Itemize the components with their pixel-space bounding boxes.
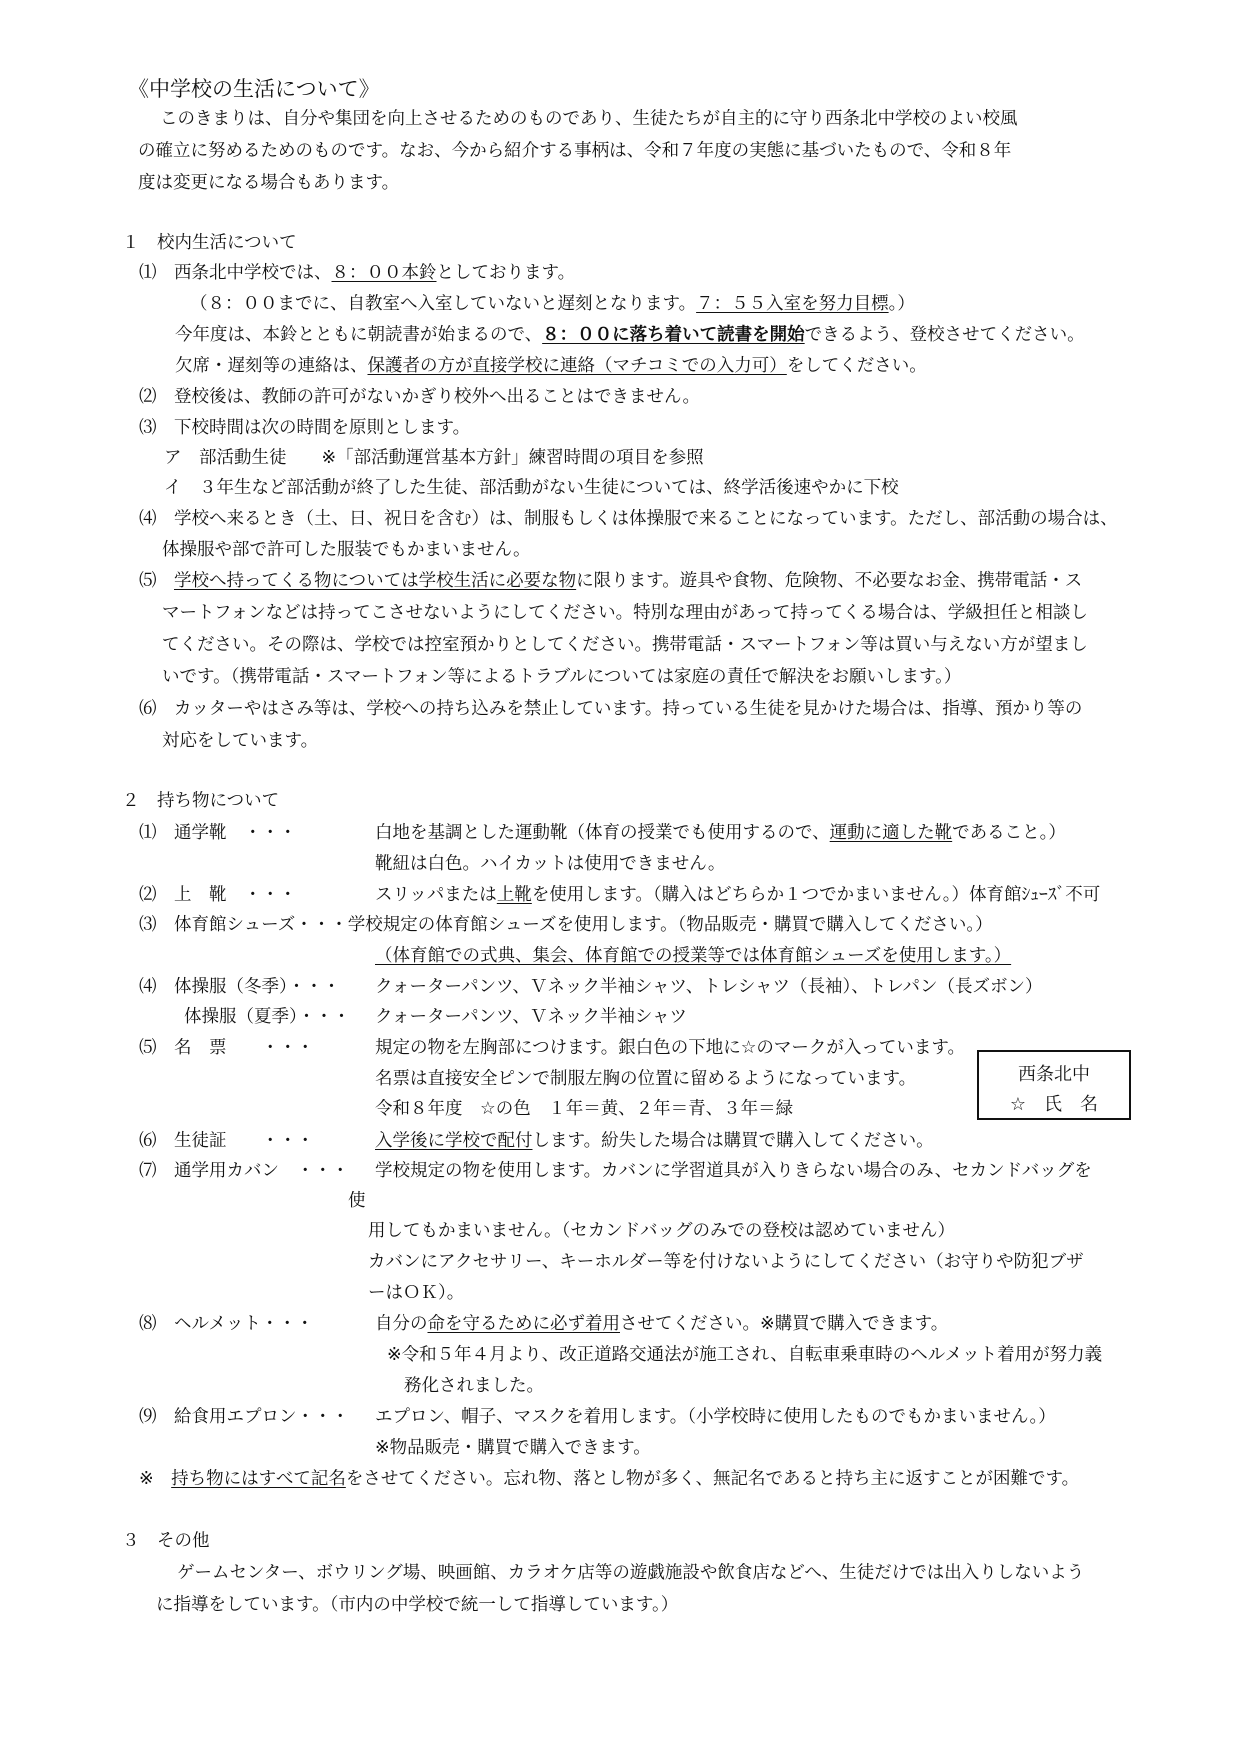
s1-item-1 — [139, 262, 575, 284]
item-number: ⑴ — [139, 263, 157, 283]
s2-note — [139, 1468, 1079, 1490]
s1-item-5-line-2: マートフォンなどは持ってこさせないようにしてください。特別な理由があって持ってくる場合は、学級担任と相談し — [162, 603, 1088, 623]
s1-item-4-line-2: 体操服や部で許可した服装でもかまいません。 — [162, 540, 531, 560]
section-1-heading: １ 校内生活について — [122, 233, 297, 253]
text: 西条北中学校では、 — [174, 263, 332, 283]
text: に限ります。遊具や食物、危険物、不必要なお金、携帯電話・ス — [576, 571, 1083, 591]
s2-item-7-line-1: 学校規定の物を使用します。カバンに学習道具が入りきらない場合のみ、セカンドバッグを — [375, 1161, 1092, 1181]
s2-item-5-label: ⑸ 名 票 ・・・ — [139, 1038, 314, 1058]
s1-item-2: ⑵ 登校後は、教師の許可がないかぎり校外へ出ることはできません。 — [139, 387, 701, 407]
page-title: 《中学校の生活について》 — [128, 77, 380, 101]
s1-item-6-line-1: ⑹ カッターやはさみ等は、学校への持ち込みを禁止しています。持っている生徒を見かけた場合は、指導、預かり等の — [139, 699, 1083, 719]
must-wear: 命を守るために必ず着用 — [427, 1314, 620, 1334]
reading-start: ８：００に落ち着いて読書を開始 — [542, 325, 805, 345]
s2-item-4-label-summer: 体操服（夏季）・・・ — [184, 1007, 351, 1027]
s1-item-5-line-3: てください。その際は、学校では控室預かりとしてください。携帯電話・スマートフォン等は買い与えない方が望まし — [162, 635, 1088, 655]
s2-item-8-line-1 — [375, 1313, 948, 1335]
s1-item-1-reading — [175, 324, 1085, 346]
s1-item-6-line-2: 対応をしています。 — [162, 731, 319, 751]
s2-item-9-line-2: ※物品販売・購買で購入できます。 — [375, 1438, 651, 1458]
text: （８：００までに、自教室へ入室していないと遅刻となります。 — [190, 294, 697, 314]
allowed-items: 学校へ持ってくる物については学校生活に必要な物 — [174, 571, 577, 591]
s2-item-1-text — [375, 822, 1066, 844]
section-2-heading: ２ 持ち物について — [122, 791, 280, 811]
s2-item-3-line-1: ⑶ 体育館シューズ・・・学校規定の体育館シューズを使用します。（物品販売・購買で購入してください。） — [139, 915, 993, 935]
name-tag-name: ☆ 氏 名 — [1009, 1094, 1099, 1115]
s2-item-3-line-2: （体育館での式典、集会、体育館での授業等では体育館シューズを使用します。） — [375, 946, 1012, 966]
contact-method: 保護者の方が直接学校に連絡（マチコミでの入力可） — [367, 356, 787, 376]
s2-item-7-line-3: カバンにアクセサリー、キーホルダー等を付けないようにしてください（お守りや防犯ブザ — [368, 1252, 1084, 1272]
s2-item-4-label: ⑷ 体操服（冬季）・・・ — [139, 977, 341, 997]
indoor-shoes: 上靴 — [496, 885, 532, 905]
s1-item-5-line-1 — [139, 570, 1082, 592]
s2-item-7-label: ⑺ 通学用カバン ・・・ — [139, 1161, 349, 1181]
s2-item-5-line-1: 規定の物を左胸部につけます。銀白色の下地に☆のマークが入っています。 — [375, 1038, 966, 1058]
suitable-shoes: 運動に適した靴 — [829, 823, 953, 843]
intro-line-1: このきまりは、自分や集団を向上させるためのものであり、生徒たちが自主的に守り西条北中学校のよい校風 — [160, 109, 1018, 129]
s2-item-1-line-2: 靴紐は白色。ハイカットは使用できません。 — [375, 854, 726, 874]
text: 欠席・遅刻等の連絡は、 — [175, 356, 368, 376]
text: 自分の — [375, 1314, 428, 1334]
s2-item-8-line-2: ※令和５年４月より、改正道路交通法が施工され、自転車乗車時のヘルメット着用が努力義 — [387, 1345, 1103, 1365]
s1-item-1-absence — [175, 355, 927, 377]
text: 白地を基調とした運動靴（体育の授業でも使用するので、 — [375, 823, 830, 843]
s2-item-2-text — [375, 884, 1100, 906]
text: 。） — [888, 294, 915, 314]
s2-item-7-wrap: 使 — [348, 1191, 366, 1211]
text: 今年度は、本鈴とともに朝読書が始まるので、 — [175, 325, 543, 345]
s2-item-6-text — [375, 1130, 934, 1152]
name-tag-school: 西条北中 — [1018, 1064, 1090, 1085]
s2-item-5-line-3: 令和８年度 ☆の色 １年＝黄、２年＝青、３年＝緑 — [375, 1099, 794, 1119]
s2-item-5-line-2: 名票は直接安全ピンで制服左胸の位置に留めるようになっています。 — [375, 1069, 917, 1089]
s2-item-1-label: ⑴ 通学靴 ・・・ — [139, 823, 297, 843]
text: であること。） — [952, 823, 1066, 843]
intro-line-3: 度は変更になる場合もあります。 — [138, 173, 400, 193]
text: します。紛失した場合は購買で購入してください。 — [532, 1131, 934, 1151]
s1-item-4-line-1: ⑷ 学校へ来るとき（土、日、祝日を含む）は、制服もしくは体操服で来ることになっています。ただし、部活動の場合は、 — [139, 509, 1118, 529]
text: できるよう、登校させてください。 — [804, 325, 1085, 345]
s1-item-3: ⑶ 下校時間は次の時間を原則とします。 — [139, 418, 471, 438]
s1-item-1-note — [190, 293, 915, 315]
section-3-heading: ３ その他 — [122, 1531, 210, 1551]
s3-line-2: に指導をしています。（市内の中学校で統一して指導しています。） — [156, 1595, 679, 1615]
s1-item-3b: イ ３年生など部活動が終了した生徒、部活動がない生徒については、終学活後速やかに下校 — [164, 478, 899, 498]
target-time: ７：５５入室を努力目標 — [696, 294, 889, 314]
issued-after-entry: 入学後に学校で配付 — [375, 1131, 533, 1151]
s1-item-5-line-4: いです。（携帯電話・スマートフォン等によるトラブルについては家庭の責任で解決をお願いします。） — [162, 667, 962, 687]
text: をしてください。 — [786, 356, 927, 376]
bell-time: ８：００本鈴 — [331, 263, 437, 283]
text: を使用します。（購入はどちらか１つでかまいません。）体育館ｼｭｰｽﾞ不可 — [531, 885, 1101, 905]
label-all-items: 持ち物にはすべて記名 — [171, 1469, 346, 1489]
s2-item-4-winter: クォーターパンツ、Ｖネック半袖シャツ、トレシャツ（長袖）、トレパン（長ズボン） — [375, 977, 1043, 997]
s2-item-4-summer: クォーターパンツ、Ｖネック半袖シャツ — [375, 1007, 688, 1027]
text: をさせてください。忘れ物、落とし物が多く、無記名であると持ち主に返すことが困難です。 — [345, 1469, 1080, 1489]
s2-item-6-label: ⑹ 生徒証 ・・・ — [139, 1131, 314, 1151]
item-number: ⑸ — [139, 571, 157, 591]
s2-item-9-label: ⑼ 給食用エプロン・・・ — [139, 1407, 349, 1427]
note-mark: ※ — [139, 1469, 154, 1489]
s2-item-2-label: ⑵ 上 靴 ・・・ — [139, 885, 297, 905]
s2-item-7-line-4: ーはＯＫ）。 — [368, 1283, 465, 1303]
intro-line-2: の確立に努めるためのものです。なお、今から紹介する事柄は、令和７年度の実態に基づいたもので、令和８年 — [138, 141, 1012, 161]
text: スリッパまたは — [375, 885, 497, 905]
name-tag-sample — [977, 1050, 1131, 1120]
s1-item-3a: ア 部活動生徒 ※「部活動運営基本方針」練習時間の項目を参照 — [164, 448, 704, 468]
s2-item-7-line-2: 用してもかまいません。（セカンドバッグのみでの登校は認めていません） — [368, 1221, 955, 1241]
s2-item-8-label: ⑻ ヘルメット・・・ — [139, 1314, 314, 1334]
s2-item-8-line-3: 務化されました。 — [404, 1376, 544, 1396]
text: させてください。※購買で購入できます。 — [620, 1314, 949, 1334]
s2-item-9-line-1: エプロン、帽子、マスクを着用します。（小学校時に使用したものでもかまいません。） — [375, 1407, 1056, 1427]
text: としております。 — [436, 263, 576, 283]
s3-line-1: ゲームセンター、ボウリング場、映画館、カラオケ店等の遊戯施設や飲食店などへ、生徒だけでは出入りしないよう — [177, 1563, 1085, 1583]
